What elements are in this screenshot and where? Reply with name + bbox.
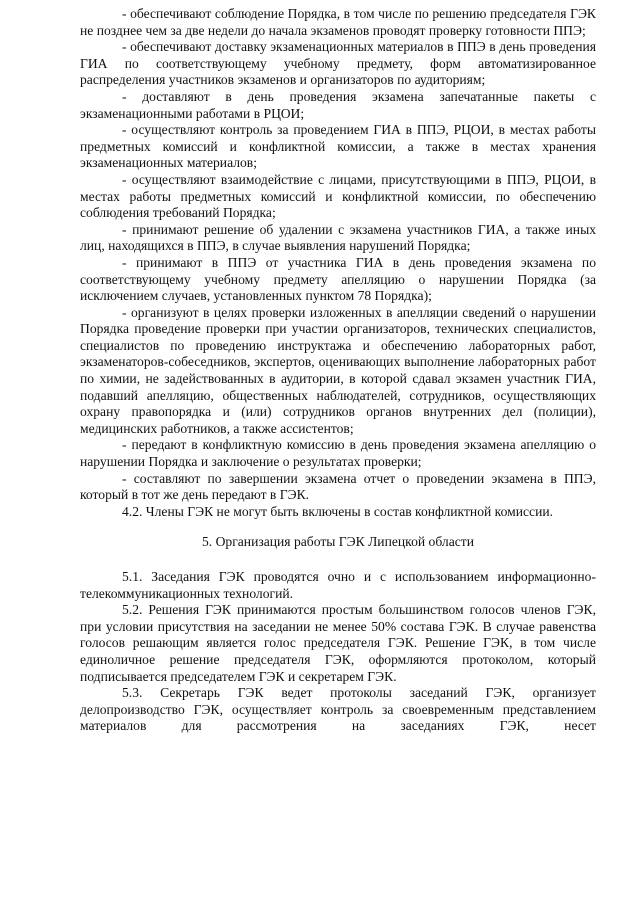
bullet-transfer-appeal: - передают в конфликтную комиссию в день проведения экзамена апелляцию о нарушении Порядка и заключение о результатах проверки; xyxy=(80,437,596,470)
clause-5-3: 5.3. Секретарь ГЭК ведет протоколы заседаний ГЭК, организует делопроизводство ГЭК, осуществляет контроль за своевременным представлением материалов для рассмотрения на заседаниях ГЭК, несет xyxy=(80,685,596,734)
bullet-deliver-materials: - обеспечивают доставку экзаменационных материалов в ППЭ в день проведения ГИА по соответствующему учебному предмету, форм автоматизированное распределения участников экзаменов и организаторов по аудиториям; xyxy=(80,39,596,88)
clause-5-1: 5.1. Заседания ГЭК проводятся очно и с использованием информационно-телекоммуникационных технологий. xyxy=(80,569,596,601)
bullet-removal-decision: - принимают решение об удалении с экзамена участников ГИА, а также иных лиц, находящихся в ППЭ, в случае выявления нарушений Порядка; xyxy=(80,221,596,254)
bullet-deliver-sealed-packages: - доставляют в день проведения экзамена запечатанные пакеты с экзаменационными работами в РЦОИ; xyxy=(80,88,596,121)
bullet-ensure-compliance: - обеспечивают соблюдение Порядка, в том числе по решению председателя ГЭК не позднее чем за две недели до начала экзаменов проводят проверку готовности ППЭ; xyxy=(80,6,596,38)
clause-4-2: 4.2. Члены ГЭК не могут быть включены в состав конфликтной комиссии. xyxy=(122,503,554,519)
bullet-interaction: - осуществляют взаимодействие с лицами, присутствующими в ППЭ, РЦОИ, в местах работы предметных комиссий и конфликтной комиссии, по обеспечению соблюдения требований Порядка; xyxy=(80,171,596,221)
bullet-control-conduct: - осуществляют контроль за проведением ГИА в ППЭ, РЦОИ, в местах работы предметных комиссий и конфликтной комиссии, а также в местах хранения экзаменационных материалов; xyxy=(80,122,596,171)
bullet-accept-appeal: - принимают в ППЭ от участника ГИА в день проведения экзамена по соответствующему учебному предмету апелляцию о нарушении Порядка (за исключением случаев, установленных пунктом 78 Порядка); xyxy=(80,254,596,304)
section-heading: 5. Организация работы ГЭК Липецкой области xyxy=(201,534,474,550)
bullet-compose-report: - составляют по завершении экзамена отчет о проведении экзамена в ППЭ, который в тот же день передают в ГЭК. xyxy=(80,470,596,503)
clause-5-2: 5.2. Решения ГЭК принимаются простым большинством голосов членов ГЭК, при условии присутствия на заседании не менее 50% состава ГЭК. В случае равенства голосов решающим является голос председателя ГЭК. Решение ГЭК, в том числе единоличное решение председателя ГЭК, оформляются протоколом, который подписывается председателем ГЭК и секретарем ГЭК. xyxy=(80,602,596,684)
document-page xyxy=(80,6,596,735)
bullet-organize-check: - организуют в целях проверки изложенных в апелляции сведений о нарушении Порядка проведение проверки при участии организаторов, технических специалистов, специалистов по проведению инструктажа и обеспечению лабораторных работ, экзаменаторов-собеседников, экспертов, оценивающих выполнение лабораторных работ по химии, не задействованных в аудитории, в которой сдавал экзамен участник ГИА, подавший апелляцию, общественных наблюдателей, сотрудников, осуществляющих охрану правопорядка и (или) сотрудников органов внутренних дел (полиции), медицинских работников, а также ассистентов; xyxy=(80,304,596,436)
